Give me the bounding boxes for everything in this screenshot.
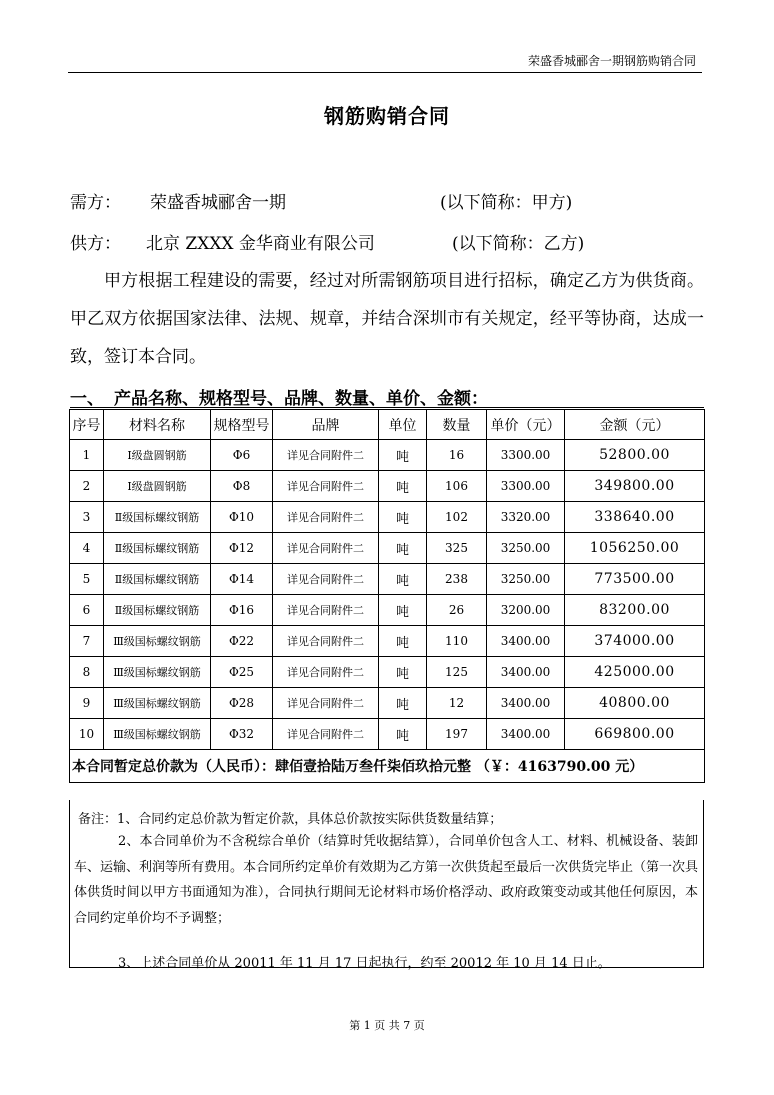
intro-paragraph: 甲方根据工程建设的需要，经过对所需钢筋项目进行招标，确定乙方为供货商。甲乙双方依据国家法律、法规、规章，并结合深圳市有关规定，经平等协商，达成一致，签订本合同。 [70,271,704,367]
cell-spec: Φ6 [211,440,273,471]
col-header-amount: 金额（元） [565,410,705,440]
table-row [70,502,705,533]
cell-brand: 详见合同附件二 [273,564,379,595]
cell-amount: 40800.00 [565,688,705,719]
total-row [70,750,705,783]
cell-quantity: 110 [427,626,487,657]
cell-index: 3 [70,502,104,533]
seller-label: 供方： [70,234,121,254]
total-amount: 本合同暂定总价款为（人民币）：肆佰壹拾陆万叁仟柒佰玖拾元整 （￥：4163790.00 元） [70,750,705,783]
cell-index: 9 [70,688,104,719]
cell-material: Ⅰ级盘圆钢筋 [104,471,211,502]
cell-brand: 详见合同附件二 [273,657,379,688]
buyer-label: 需方： [70,193,121,213]
cell-spec: Φ32 [211,719,273,750]
cell-price: 3400.00 [487,626,565,657]
cell-quantity: 16 [427,440,487,471]
cell-amount: 425000.00 [565,657,705,688]
col-header-index: 序号 [70,410,104,440]
table-header-row [70,410,705,440]
cell-unit: 吨 [379,440,427,471]
cell-index: 4 [70,533,104,564]
cell-price: 3250.00 [487,564,565,595]
cell-spec: Φ28 [211,688,273,719]
cell-brand: 详见合同附件二 [273,471,379,502]
cell-price: 3250.00 [487,533,565,564]
section-number: 一、 [70,389,104,409]
table-row [70,657,705,688]
table-row [70,595,705,626]
cell-price: 3300.00 [487,440,565,471]
cell-amount: 338640.00 [565,502,705,533]
seller-abbr: (以下简称：乙方) [452,234,585,254]
document-title: 钢筋购销合同 [324,104,450,128]
cell-brand: 详见合同附件二 [273,502,379,533]
col-header-brand: 品牌 [273,410,379,440]
page-footer: 第 1 页 共 7 页 [349,1019,425,1032]
col-header-quantity: 数量 [427,410,487,440]
table-row [70,440,705,471]
cell-material: Ⅱ级国标螺纹钢筋 [104,595,211,626]
table-row [70,626,705,657]
cell-spec: Φ14 [211,564,273,595]
cell-amount: 669800.00 [565,719,705,750]
seller-name: 北京 ZXXX 金华商业有限公司 [146,234,375,254]
cell-quantity: 102 [427,502,487,533]
cell-quantity: 26 [427,595,487,626]
cell-brand: 详见合同附件二 [273,440,379,471]
cell-amount: 52800.00 [565,440,705,471]
section-underline [70,407,704,408]
cell-amount: 83200.00 [565,595,705,626]
col-header-material: 材料名称 [104,410,211,440]
cell-material: Ⅲ级国标螺纹钢筋 [104,719,211,750]
cell-index: 5 [70,564,104,595]
cell-index: 6 [70,595,104,626]
cell-brand: 详见合同附件二 [273,533,379,564]
goods-table [69,409,705,783]
notes-box [69,800,704,971]
cell-spec: Φ8 [211,471,273,502]
cell-price: 3320.00 [487,502,565,533]
note-2: 2、本合同单价为不含税综合单价（结算时凭收据结算），合同单价包含人工、材料、机械设备、装卸车、运输、利润等所有费用。本合同所约定单价有效期为乙方第一次供货起至最后一次供货完毕止（第一次具体供货时间以甲方书面通知为准），合同执行期间无论材料市场价格浮动、政府政策变动或其他任何原因，本合同约定单价均不予调整； [74,834,699,926]
cell-quantity: 197 [427,719,487,750]
cell-quantity: 125 [427,657,487,688]
cell-unit: 吨 [379,533,427,564]
cell-unit: 吨 [379,502,427,533]
table-row [70,533,705,564]
cell-spec: Φ10 [211,502,273,533]
cell-spec: Φ12 [211,533,273,564]
table-row [70,471,705,502]
running-header: 荣盛香城郦舍一期钢筋购销合同 [527,54,696,68]
col-header-spec: 规格型号 [211,410,273,440]
cell-quantity: 238 [427,564,487,595]
table-row [70,688,705,719]
cell-amount: 1056250.00 [565,533,705,564]
cell-unit: 吨 [379,564,427,595]
cell-spec: Φ25 [211,657,273,688]
buyer-name: 荣盛香城郦舍一期 [150,193,286,213]
cell-brand: 详见合同附件二 [273,595,379,626]
section-title: 产品名称、规格型号、品牌、数量、单价、金额： [114,389,488,409]
cell-unit: 吨 [379,471,427,502]
cell-price: 3400.00 [487,688,565,719]
table-row [70,719,705,750]
cell-material: Ⅱ级国标螺纹钢筋 [104,564,211,595]
cell-material: Ⅲ级国标螺纹钢筋 [104,688,211,719]
cell-spec: Φ22 [211,626,273,657]
cell-quantity: 12 [427,688,487,719]
cell-unit: 吨 [379,719,427,750]
cell-quantity: 106 [427,471,487,502]
cell-material: Ⅰ级盘圆钢筋 [104,440,211,471]
cell-material: Ⅲ级国标螺纹钢筋 [104,626,211,657]
cell-amount: 773500.00 [565,564,705,595]
cell-material: Ⅲ级国标螺纹钢筋 [104,657,211,688]
cell-unit: 吨 [379,688,427,719]
cell-index: 2 [70,471,104,502]
table-row [70,564,705,595]
header-rule [68,72,702,73]
cell-brand: 详见合同附件二 [273,626,379,657]
cell-price: 3200.00 [487,595,565,626]
cell-brand: 详见合同附件二 [273,719,379,750]
buyer-abbr: (以下简称：甲方) [440,193,573,213]
cell-amount: 349800.00 [565,471,705,502]
cell-brand: 详见合同附件二 [273,688,379,719]
cell-price: 3300.00 [487,471,565,502]
cell-unit: 吨 [379,657,427,688]
cell-amount: 374000.00 [565,626,705,657]
cell-spec: Φ16 [211,595,273,626]
cell-index: 7 [70,626,104,657]
cell-index: 1 [70,440,104,471]
note-3: 3、上述合同单价从 20011 年 11 月 17 日起执行，约至 20012 年 10 月 14 日止。 [118,956,611,971]
note-1: 备注：1、合同约定总价款为暂定价款，具体总价款按实际供货数量结算； [78,812,503,827]
cell-index: 10 [70,719,104,750]
cell-price: 3400.00 [487,719,565,750]
cell-unit: 吨 [379,595,427,626]
cell-unit: 吨 [379,626,427,657]
cell-quantity: 325 [427,533,487,564]
section-heading [70,384,488,409]
cell-material: Ⅱ级国标螺纹钢筋 [104,502,211,533]
cell-index: 8 [70,657,104,688]
col-header-price: 单价（元） [487,410,565,440]
col-header-unit: 单位 [379,410,427,440]
cell-price: 3400.00 [487,657,565,688]
cell-material: Ⅱ级国标螺纹钢筋 [104,533,211,564]
